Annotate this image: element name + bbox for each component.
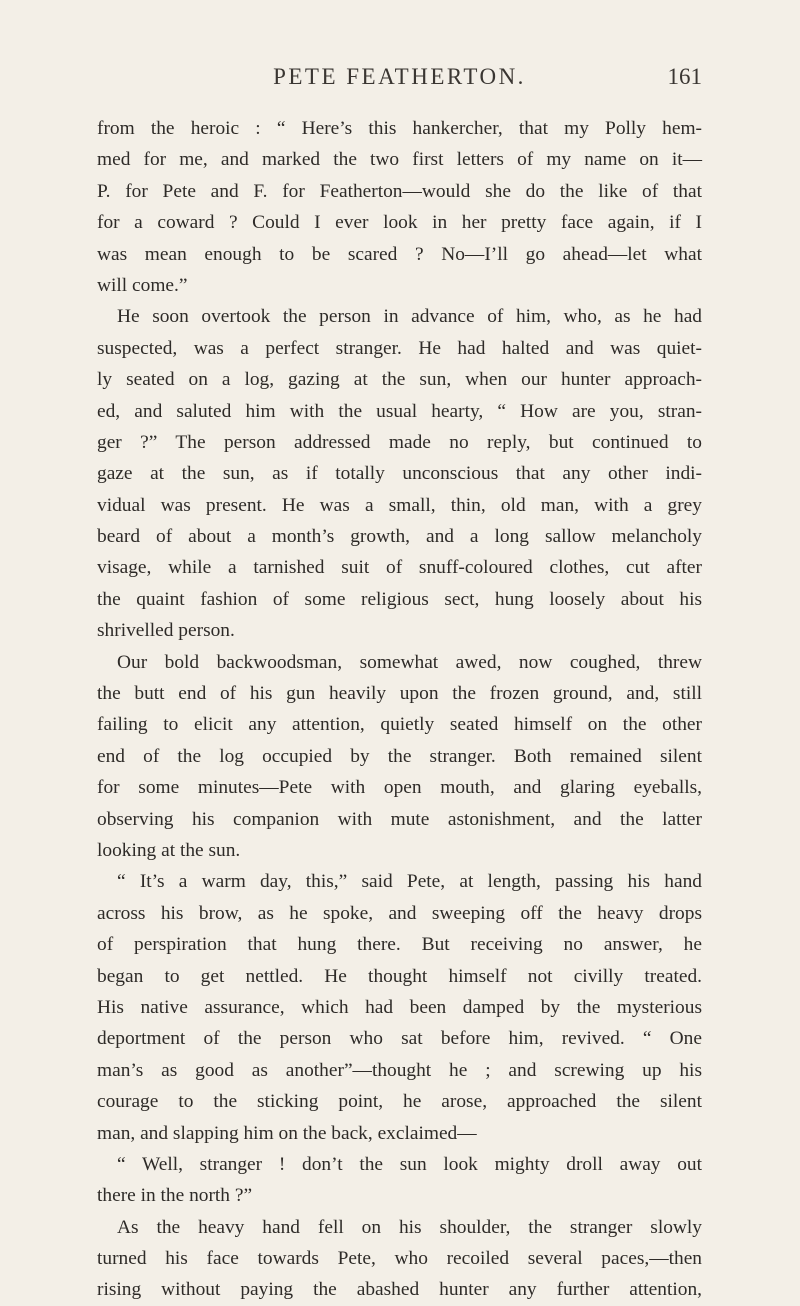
text-line: courage to the sticking point, he arose, approached the silent — [97, 1091, 702, 1113]
text-line: man, and slapping him on the back, exclaimed— — [97, 1122, 477, 1144]
text-line: end of the log occupied by the stranger. Both remained silent — [97, 745, 702, 767]
text-line: from the heroic : “ Here’s this hankercher, that my Polly hem- — [97, 118, 702, 139]
text-line: man’s as good as another”—thought he ; and screwing up his — [97, 1059, 702, 1081]
text-line: P. for Pete and F. for Featherton—would she do the like of that — [97, 180, 702, 202]
text-line: ger ?” The person addressed made no reply, but continued to — [97, 431, 702, 453]
text-line: med for me, and marked the two first letters of my name on it— — [97, 149, 702, 171]
text-line: visage, while a tarnished suit of snuff-coloured clothes, cut after — [97, 557, 702, 579]
text-line: As the heavy hand fell on his shoulder, the stranger slowly — [117, 1216, 702, 1238]
text-line: was mean enough to be scared ? No—I’ll go ahead—let what — [97, 243, 702, 265]
text-line: will come.” — [97, 274, 188, 296]
text-line: shrivelled person. — [97, 620, 235, 642]
text-line: suspected, was a perfect stranger. He had halted and was quiet- — [97, 337, 702, 359]
text-line: “ It’s a warm day, this,” said Pete, at length, passing his hand — [117, 871, 702, 893]
text-line: His native assurance, which had been damped by the mysterious — [97, 996, 702, 1018]
text-line: beard of about a month’s growth, and a long sallow melancholy — [97, 526, 702, 548]
text-line: for a coward ? Could I ever look in her pretty face again, if I — [97, 212, 702, 234]
text-line: of perspiration that hung there. But receiving no answer, he — [97, 934, 702, 956]
running-title: PETE FEATHERTON. — [273, 64, 526, 89]
text-line: ed, and saluted him with the usual hearty, “ How are you, stran- — [97, 400, 702, 422]
text-line: there in the north ?” — [97, 1185, 253, 1207]
text-line: the quaint fashion of some religious sect, hung loosely about his — [97, 588, 702, 610]
text-line: vidual was present. He was a small, thin, old man, with a grey — [97, 494, 702, 516]
text-line: ly seated on a log, gazing at the sun, when our hunter approach- — [97, 369, 702, 391]
text-line: the butt end of his gun heavily upon the frozen ground, and, still — [97, 683, 702, 705]
text-line: observing his companion with mute astonishment, and the latter — [97, 808, 702, 830]
text-line: across his brow, as he spoke, and sweeping off the heavy drops — [97, 902, 702, 924]
text-line: deportment of the person who sat before him, revived. “ One — [97, 1028, 702, 1050]
text-line: He soon overtook the person in advance of him, who, as he had — [117, 306, 702, 328]
running-head — [97, 60, 702, 96]
text-line: “ Well, stranger ! don’t the sun look mighty droll away out — [117, 1153, 702, 1175]
text-line: looking at the sun. — [97, 839, 241, 861]
text-line: began to get nettled. He thought himself not civilly treated. — [97, 965, 702, 987]
text-line: Our bold backwoodsman, somewhat awed, now coughed, threw — [117, 651, 702, 673]
text-line: rising without paying the abashed hunter any further attention, — [97, 1279, 702, 1301]
page-number: 161 — [667, 64, 702, 89]
text-line: for some minutes—Pete with open mouth, and glaring eyeballs, — [97, 777, 702, 799]
text-line: turned his face towards Pete, who recoiled several paces,—then — [97, 1248, 702, 1270]
body-text — [97, 113, 702, 1306]
text-line: failing to elicit any attention, quietly seated himself on the other — [97, 714, 702, 736]
text-line: gaze at the sun, as if totally unconscious that any other indi- — [97, 463, 702, 485]
